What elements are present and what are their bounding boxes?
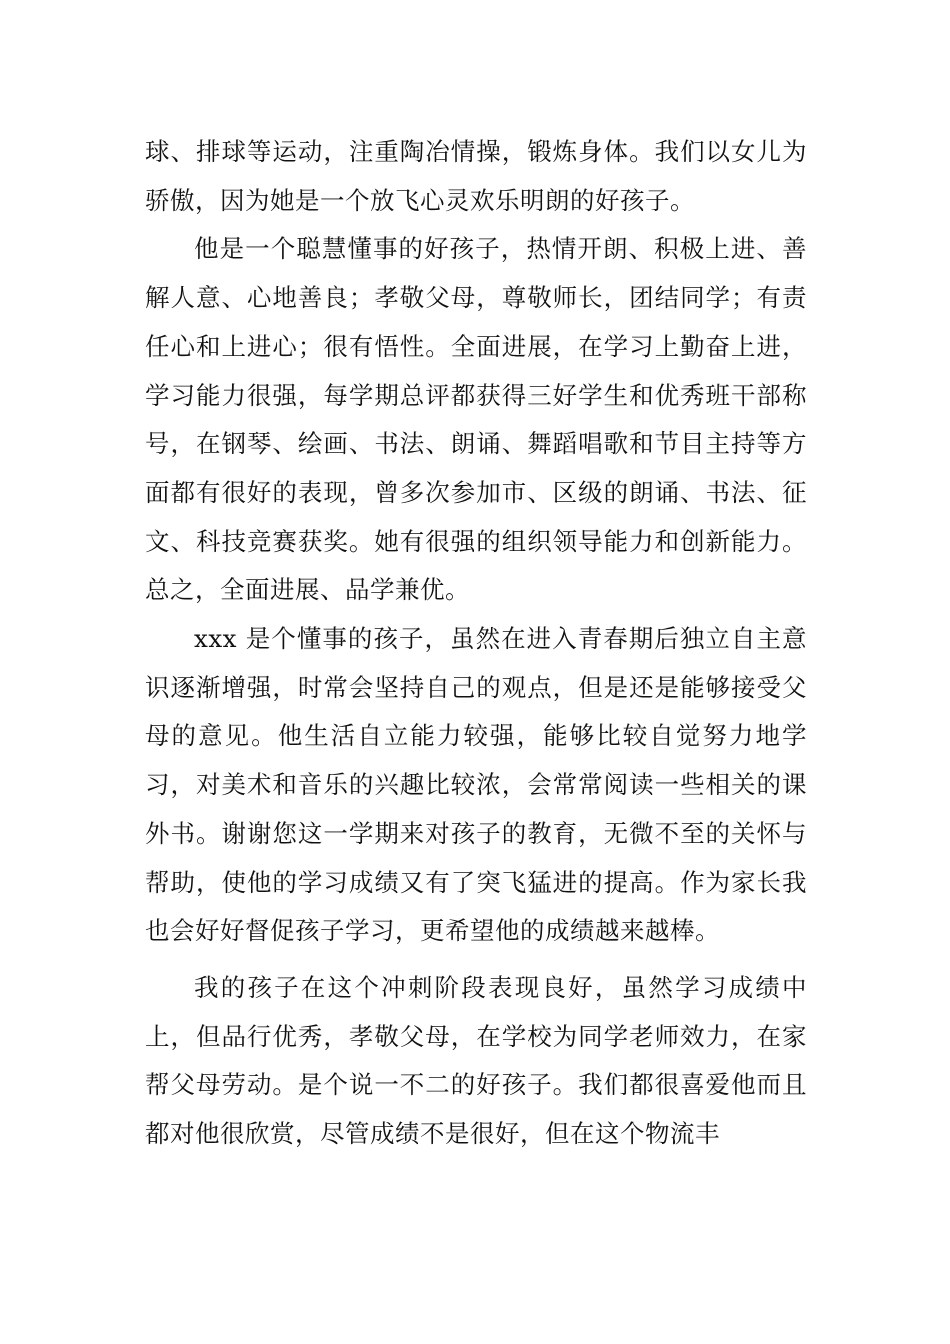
paragraph-4: 我的孩子在这个冲刺阶段表现良好，虽然学习成绩中上，但品行优秀，孝敬父母，在学校为同学老师效力，在家帮父母劳动。是个说一不二的好孩子。我们都很喜爱他而且都对他很欣赏，尽管成绩不是很好，但在这个物流丰: [145, 972, 807, 1149]
paragraph-3: xxx 是个懂事的孩子，虽然在进入青春期后独立自主意识逐渐增强，时常会坚持自己的观点，但是还是能够接受父母的意见。他生活自立能力较强，能够比较自觉努力地学习，对美术和音乐的兴趣比较浓，会常常阅读一些相关的课外书。谢谢您这一学期来对孩子的教育，无微不至的关怀与帮助，使他的学习成绩又有了突飞猛进的提高。作为家长我也会好好督促孩子学习，更希望他的成绩越来越棒。: [145, 624, 807, 946]
paragraph-1-continued: 球、排球等运动，注重陶冶情操，锻炼身体。我们以女儿为骄傲，因为她是一个放飞心灵欢乐明朗的好孩子。: [145, 137, 807, 215]
document-body: [145, 128, 807, 1159]
paragraph-2: 他是一个聪慧懂事的好孩子，热情开朗、积极上进、善解人意、心地善良；孝敬父母，尊敬师长，团结同学；有责任心和上进心；很有悟性。全面进展，在学习上勤奋上进，学习能力很强，每学期总评都获得三好学生和优秀班干部称号，在钢琴、绘画、书法、朗诵、舞蹈唱歌和节目主持等方面都有很好的表现，曾多次参加市、区级的朗诵、书法、征文、科技竞赛获奖。她有很强的组织领导能力和创新能力。总之，全面进展、品学兼优。: [145, 234, 807, 605]
